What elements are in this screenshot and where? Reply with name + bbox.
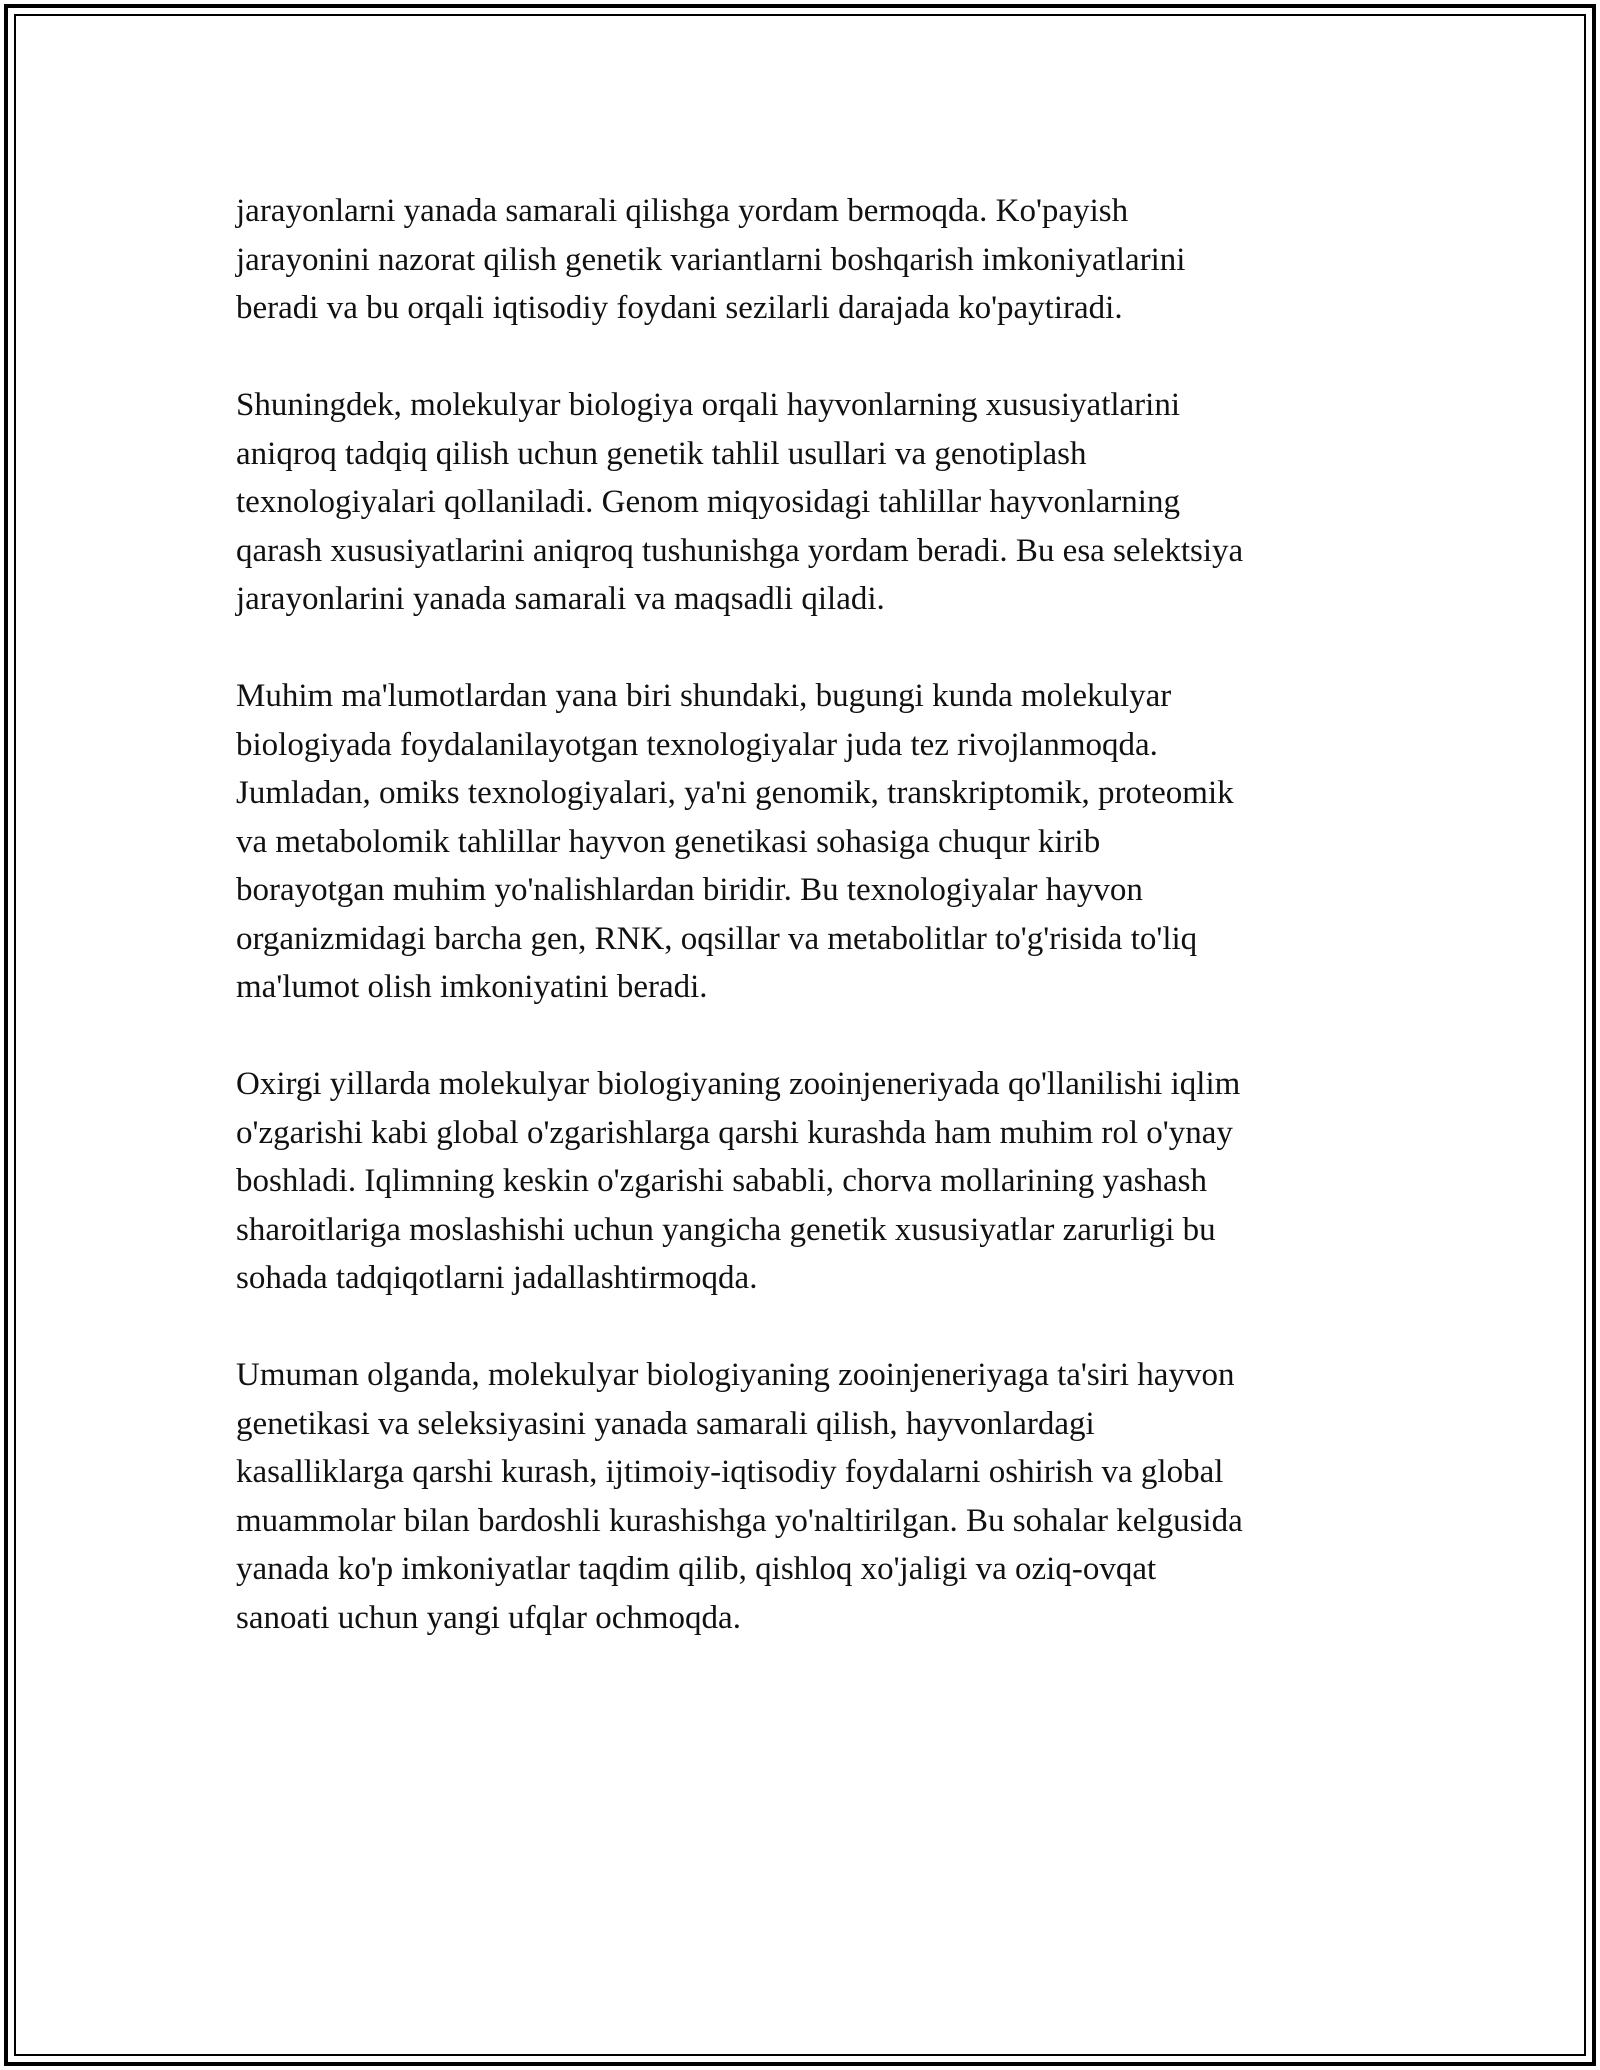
paragraph-continuation: jarayonlarni yanada samarali qilishga yordam bermoqda. Ko'payish jarayonini nazorat qilish genetik variantlarni boshqarish imkoniyatlarini beradi va bu orqali iqtisodiy foydani sezilarli darajada ko'paytiradi. — [236, 193, 1186, 326]
paragraph-omics-technologies: Muhim ma'lumotlardan yana biri shundaki, bugungi kunda molekulyar biologiyada foydalanilayotgan texnologiyalar juda tez rivojlanmoqda. Jumladan, omiks texnologiyalari, ya'ni genomik, transkriptomik, proteomik va metabolomik tahlillar hayvon genetikasi sohasiga chuqur kirib borayotgan muhim yo'nalishlardan biridir. Bu texnologiyalar hayvon organizmidagi barcha gen, RNK, oqsillar va metabolitlar to'g'risida to'liq ma'lumot olish imkoniyatini beradi. — [236, 678, 1234, 1005]
paragraph-climate-change: Oxirgi yillarda molekulyar biologiyaning zooinjeneriyada qo'llanilishi iqlim o'zgarishi kabi global o'zgarishlarga qarshi kurashda ham muhim rol o'ynay boshladi. Iqlimning keskin o'zgarishi sababli, chorva mollarining yashash sharoitlariga moslashishi uchun yangicha genetik xususiyatlar zarurligi bu sohada tadqiqotlarni jadallashtirmoqda. — [236, 1066, 1241, 1296]
document-body — [236, 187, 1376, 1691]
paragraph-genetic-analysis: Shuningdek, molekulyar biologiya orqali hayvonlarning xususiyatlarini aniqroq tadqiq qilish uchun genetik tahlil usullari va genotiplash texnologiyalari qollaniladi. Genom miqyosidagi tahlillar hayvonlarning qarash xususiyatlarini aniqroq tushunishga yordam beradi. Bu esa selektsiya jarayonlarini yanada samarali va maqsadli qiladi. — [236, 387, 1244, 617]
paragraph-conclusion: Umuman olganda, molekulyar biologiyaning zooinjeneriyaga ta'siri hayvon genetikasi va seleksiyasini yanada samarali qilish, hayvonlardagi kasalliklarga qarshi kurash, ijtimoiy-iqtisodiy foydalarni oshirish va global muammolar bilan bardoshli kurashishga yo'naltirilgan. Bu sohalar kelgusida yanada ko'p imkoniyatlar taqdim qilib, qishloq xo'jaligi va oziq-ovqat sanoati uchun yangi ufqlar ochmoqda. — [236, 1357, 1243, 1636]
